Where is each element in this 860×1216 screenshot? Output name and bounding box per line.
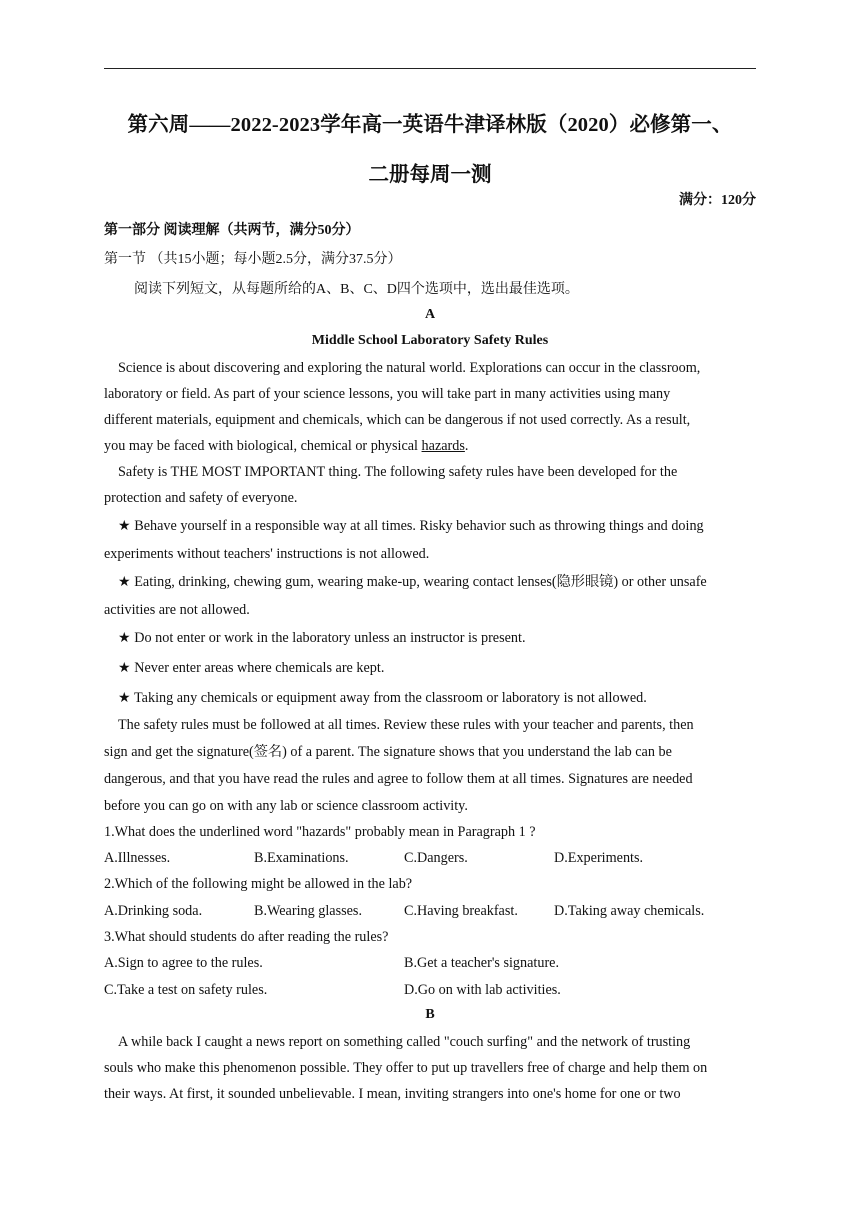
option-d[interactable]: D.Go on with lab activities.	[404, 982, 561, 998]
text-line: Science is about discovering and exploring the natural world. Explorations can occur in the classroom,	[118, 360, 701, 376]
rule-2	[104, 568, 756, 624]
text-line: sign and get the signature(签名) of a parent. The signature shows that you understand the lab can be	[104, 744, 672, 760]
text-line: before you can go on with any lab or science classroom activity.	[104, 798, 468, 814]
question-2-options	[104, 898, 756, 924]
text-line: activities are not allowed.	[104, 602, 250, 618]
option-b[interactable]: B.Examinations.	[254, 850, 349, 866]
option-a[interactable]: A.Illnesses.	[104, 850, 171, 866]
title-line-2: 二册每周一测	[368, 164, 492, 186]
passage-a-paragraph-1	[104, 355, 756, 459]
text-span: you may be faced with biological, chemical or physical	[104, 438, 422, 454]
question-text: 3.What should students do after reading the rules?	[104, 929, 389, 945]
title-line-1: 第六周——2022-2023学年高一英语牛津译林版（2020）必修第一、	[127, 114, 733, 136]
text-line: The safety rules must be followed at all times. Review these rules with your teacher and parents, then	[118, 717, 694, 733]
rule-1	[104, 512, 756, 568]
text-line: dangerous, and that you have read the rules and agree to follow them at all times. Signatures are needed	[104, 771, 693, 787]
question-text: 1.What does the underlined word "hazards" probably mean in Paragraph 1 ?	[104, 824, 536, 840]
passage-b-letter: B	[425, 1007, 435, 1022]
option-b[interactable]: B.Wearing glasses.	[254, 903, 362, 919]
text-line: ★ Never enter areas where chemicals are kept.	[118, 660, 385, 676]
option-a[interactable]: A.Drinking soda.	[104, 903, 203, 919]
option-d[interactable]: D.Experiments.	[554, 850, 644, 866]
text-line: souls who make this phenomenon possible. They offer to put up travellers free of charge and help them on	[104, 1060, 708, 1076]
section-heading: 第一节 （共15小题；每小题2.5分，满分37.5分）	[104, 252, 402, 267]
text-line: Safety is THE MOST IMPORTANT thing. The following safety rules have been developed for the	[118, 464, 678, 480]
text-line: ★ Do not enter or work in the laboratory unless an instructor is present.	[118, 630, 526, 646]
question-3-options-row-2	[104, 977, 756, 1003]
instructions: 阅读下列短文，从每题所给的A、B、C、D四个选项中，选出最佳选项。	[134, 282, 579, 297]
page-title	[104, 100, 756, 200]
option-d[interactable]: D.Taking away chemicals.	[554, 903, 705, 919]
question-1-options	[104, 845, 756, 871]
option-c[interactable]: C.Take a test on safety rules.	[104, 982, 268, 998]
text-line: ★ Eating, drinking, chewing gum, wearing make-up, wearing contact lenses(隐形眼镜) or other unsafe	[118, 574, 707, 590]
rule-3	[104, 624, 756, 652]
text-line: experiments without teachers' instructions is not allowed.	[104, 546, 430, 562]
question-1	[104, 819, 756, 845]
part-heading: 第一部分 阅读理解（共两节，满分50分）	[104, 223, 360, 238]
text-line: A while back I caught a news report on something called "couch surfing" and the network of trusting	[118, 1034, 691, 1050]
question-3	[104, 924, 756, 950]
option-a[interactable]: A.Sign to agree to the rules.	[104, 955, 263, 971]
passage-a-paragraph-2	[104, 459, 756, 511]
passage-a-paragraph-3	[104, 712, 756, 820]
text-span: .	[464, 438, 469, 454]
underlined-word-hazards: hazards	[421, 438, 465, 454]
text-line: laboratory or field. As part of your science lessons, you will take part in many activities using many	[104, 386, 671, 402]
text-line: different materials, equipment and chemicals, which can be dangerous if not used correctly. As a result,	[104, 412, 691, 428]
option-c[interactable]: C.Dangers.	[404, 850, 468, 866]
text-line	[104, 433, 756, 459]
question-text: 2.Which of the following might be allowed in the lab?	[104, 876, 413, 892]
passage-b-paragraph-1	[104, 1029, 756, 1107]
text-line: protection and safety of everyone.	[104, 490, 298, 506]
option-b[interactable]: B.Get a teacher's signature.	[404, 955, 560, 971]
header-rule	[104, 68, 756, 69]
question-2	[104, 871, 756, 897]
passage-a-letter: A	[424, 307, 436, 322]
text-line: ★ Behave yourself in a responsible way at all times. Risky behavior such as throwing things and doing	[118, 518, 704, 534]
total-score: 满分：120分	[679, 193, 756, 208]
question-3-options-row-1	[104, 950, 756, 976]
option-c[interactable]: C.Having breakfast.	[404, 903, 518, 919]
text-line: ★ Taking any chemicals or equipment away from the classroom or laboratory is not allowed.	[118, 690, 647, 706]
text-line: their ways. At first, it sounded unbelievable. I mean, inviting strangers into one's home for one or two	[104, 1086, 681, 1102]
rule-5	[104, 684, 756, 712]
passage-a-title: Middle School Laboratory Safety Rules	[311, 333, 549, 348]
rule-4	[104, 654, 756, 682]
